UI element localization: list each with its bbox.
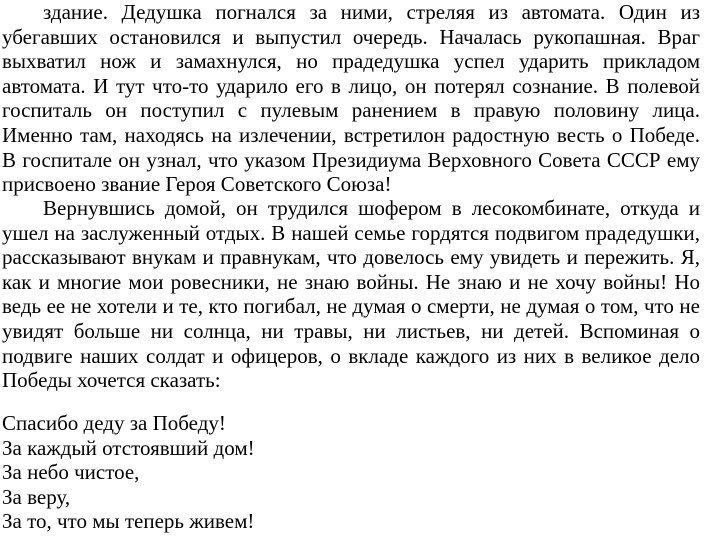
paragraph-2: Вернувшись домой, он трудился шофером в лесокомбинате, откуда и ушел на заслуженный отдых. В нашей семье гордятся подвигом прадедушки, рассказывают внукам и правнукам, что довелось ему увидеть и пережить. Я, как и многие мои ровесники, не знаю войны. Не знаю и не хочу войны! Но ведь ее не хотели и те, кто погибал, не думая о смерти, не думая о том, что не увидят больше ни солнца, ни травы, ни листьев, ни детей. Вспоминая о подвиге наших солдат и офицеров, о вкладе каждого из них в великое дело Победы хочется сказать: [2, 196, 700, 393]
verse-line: За веру, [2, 484, 71, 509]
verse-line: За небо чистое, [2, 460, 140, 485]
verse-line: За то, что мы теперь живем! [2, 509, 255, 534]
verse-line: Спасибо деду за Победу! [2, 411, 226, 435]
verse-line: За каждый отстоявший дом! [2, 435, 255, 460]
paragraph-1: здание. Дедушка погнался за ними, стреляя из автомата. Один из убегавших остановился и выпустил очередь. Началась рукопашная. Враг выхватил нож и замахнулся, но прадедушка успел ударить прикладом автомата. И тут что-то ударило его в лицо, он потерял сознание. В полевой госпиталь он поступил с пулевым ранением в правую половину лица. Именно там, находясь на излечении, встретилон радостную весть о Победе. В госпитале он узнал, что указом Президиума Верховного Совета СССР ему присвоено звание Героя Советского Союза! [2, 0, 700, 197]
verse-block [2, 411, 700, 534]
